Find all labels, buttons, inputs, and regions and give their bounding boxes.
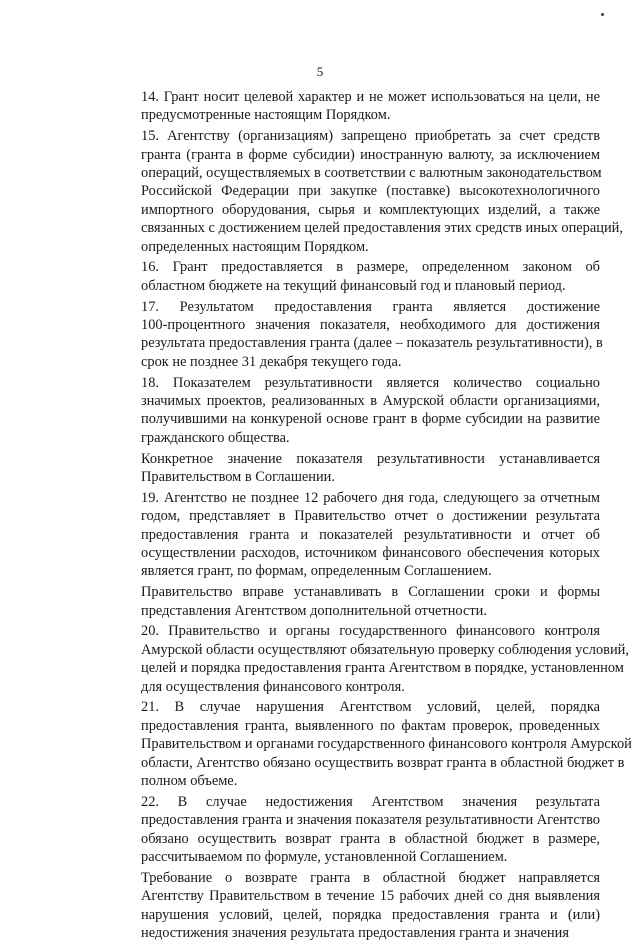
paragraph xyxy=(103,793,600,867)
paragraph xyxy=(103,298,603,372)
text-line: 22. В случае недостижения Агентством значения результата xyxy=(141,793,600,810)
paragraph xyxy=(103,127,623,256)
text-line: для осуществления финансового контроля. xyxy=(141,678,405,695)
paragraph xyxy=(103,698,632,790)
text-line: предоставления гранта, выявленного по фактам проверок, проведенных xyxy=(141,717,600,734)
text-line: недостижения значения результата предоставления гранта и значения xyxy=(141,925,569,941)
text-line: 14. Грант носит целевой характер и не может использоваться на цели, не xyxy=(141,89,600,105)
text-line: Правительством и органами государственного финансового контроля Амурской xyxy=(141,736,632,753)
text-line: Агентству Правительством в течение 15 рабочих дней со дня выявления xyxy=(141,888,600,905)
text-line: Конкретное значение показателя результативности устанавливается xyxy=(141,450,600,467)
paragraph xyxy=(103,583,600,620)
paragraph xyxy=(103,88,600,125)
text-line: областном бюджете на текущий финансовый год и плановый период. xyxy=(141,277,566,294)
text-line: осуществлении расходов, источником финансового обеспечения которых xyxy=(141,545,600,561)
text-line: значимых проектов, реализованных в Амурской области организациями, xyxy=(141,393,600,409)
text-line: импортного оборудования, сырья и комплектующих изделий, а также xyxy=(141,201,600,218)
paragraph xyxy=(103,374,600,448)
text-line: полном объеме. xyxy=(141,773,238,789)
text-line: Правительство вправе устанавливать в Соглашении сроки и формы xyxy=(141,584,600,601)
text-line: предоставления гранта и показателей результативности и отчет об xyxy=(141,526,600,543)
text-line: Требование о возврате гранта в областной бюджет направляется xyxy=(141,869,600,886)
text-line: связанных с достижением целей предоставления этих средств иных операций, xyxy=(141,220,623,237)
text-line: 21. В случае нарушения Агентством условий, целей, порядка xyxy=(141,699,600,716)
text-line: целей и порядка предоставления гранта Агентством в порядке, установленном xyxy=(141,660,624,677)
text-line: Российской Федерации при закупке (поставке) высокотехнологичного xyxy=(141,183,600,200)
text-line: 15. Агентству (организациям) запрещено приобретать за счет средств xyxy=(141,128,600,145)
text-line: представления Агентством дополнительной отчетности. xyxy=(141,602,487,619)
text-line: операций, осуществляемых в соответствии с валютным законодательством xyxy=(141,165,602,181)
text-line: Амурской области осуществляют обязательную проверку соблюдения условий, xyxy=(141,641,629,658)
text-line: области, Агентство обязано осуществить возврат гранта в областной бюджет в xyxy=(141,754,625,771)
text-line: определенных настоящим Порядком. xyxy=(141,238,369,255)
text-line: 16. Грант предоставляется в размере, определенном законом об xyxy=(141,259,600,276)
text-line: 17. Результатом предоставления гранта является достижение xyxy=(141,298,600,315)
paragraph xyxy=(103,258,600,295)
text-line: 20. Правительство и органы государственного финансового контроля xyxy=(141,623,600,640)
text-line: обязано осуществить возврат гранта в областной бюджет в размере, xyxy=(141,830,600,847)
page-number: 5 xyxy=(316,64,324,79)
paragraph xyxy=(103,622,629,696)
text-line: гранта (гранта в форме субсидии) иностранную валюту, за исключением xyxy=(141,146,600,163)
text-line: Правительством в Соглашении. xyxy=(141,469,335,485)
text-line: 18. Показателем результативности является количество социально xyxy=(141,374,600,391)
text-line: срок не позднее 31 декабря текущего года. xyxy=(141,353,402,370)
paragraph xyxy=(103,450,600,487)
scan-mark xyxy=(601,13,604,16)
text-line: годом, представляет в Правительство отчет о достижении результата xyxy=(141,508,600,525)
text-line: 19. Агентство не позднее 12 рабочего дня года, следующего за отчетным xyxy=(141,489,600,506)
paragraph xyxy=(103,869,600,943)
text-line: результата предоставления гранта (далее – показатель результативности), в xyxy=(141,335,603,352)
text-line: является грант, по формам, определенным Соглашением. xyxy=(141,563,492,580)
text-line: предоставления гранта и значения показателя результативности Агентство xyxy=(141,812,600,829)
paragraph xyxy=(103,489,600,581)
document-body xyxy=(103,88,632,945)
text-line: нарушения условий, целей, порядка предоставления гранта и (или) xyxy=(141,906,600,923)
text-line: получившими на конкуреной основе грант в форме субсидии на развитие xyxy=(141,411,600,428)
text-line: рассчитываемом по формуле, установленной Соглашением. xyxy=(141,849,508,865)
text-line: 100-процентного значения показателя, необходимого для достижения xyxy=(141,317,600,333)
text-line: предусмотренные настоящим Порядком. xyxy=(141,107,391,124)
text-line: гражданского общества. xyxy=(141,429,290,446)
